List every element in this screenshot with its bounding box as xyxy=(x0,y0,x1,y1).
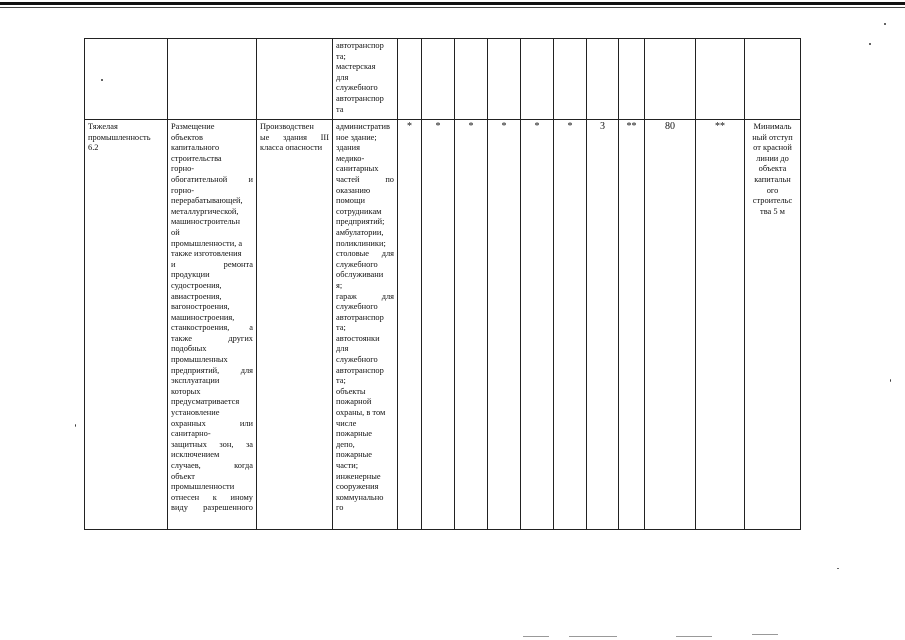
cell-name-cont xyxy=(85,39,168,120)
table-row-heavy-industry xyxy=(85,120,801,530)
scan-speck xyxy=(890,379,891,382)
scan-smudge xyxy=(752,634,778,635)
text-line: отнесен к иному xyxy=(171,492,253,502)
text-line: случаев, когда xyxy=(171,461,253,470)
text-line: обслуживани xyxy=(336,270,384,280)
text-line: служебного xyxy=(336,355,378,365)
text-line: 6.2 xyxy=(88,143,99,153)
text-line: продукции xyxy=(171,270,210,280)
text-line: го xyxy=(336,503,344,513)
text-line: оказанию xyxy=(336,185,371,195)
text-line: пожарные xyxy=(336,429,372,439)
text-line: для xyxy=(336,72,349,82)
text-line: строительства xyxy=(171,153,222,163)
text-line: коммунально xyxy=(336,492,384,502)
text-line: машиностроения, xyxy=(171,312,235,322)
text-line: также других xyxy=(171,333,253,343)
cell-description-cont xyxy=(168,39,257,120)
text-line: тва 5 м xyxy=(760,206,785,216)
scan-speck xyxy=(75,424,76,427)
cell-param-5: * xyxy=(521,120,554,530)
text-line: промышленности, а xyxy=(171,238,243,248)
text-line: капитального xyxy=(171,143,220,153)
cell-param-4: * xyxy=(488,120,521,530)
text-line: объекта xyxy=(758,164,787,174)
text-line: ное здание; xyxy=(336,132,377,142)
cell-hazard-cont xyxy=(257,39,333,120)
text-line: столовые для xyxy=(336,249,394,259)
text-line: машиностроительн xyxy=(171,217,240,227)
text-line: охраны, в том xyxy=(336,408,386,418)
text-line: вагоностроения, xyxy=(171,302,230,312)
text-line: ный отступ xyxy=(752,132,793,142)
text-line: горно- xyxy=(171,185,195,195)
cell-param-8: ** xyxy=(619,120,645,530)
text-line: автотранспор xyxy=(336,93,384,103)
text-line: судостроения, xyxy=(171,280,222,290)
text-line: здания xyxy=(336,143,360,153)
text-line: автостоянки xyxy=(336,333,380,343)
text-line: поликлиники; xyxy=(336,238,386,248)
scan-speck xyxy=(869,43,871,45)
cell-param-2: * xyxy=(422,120,455,530)
scan-smudge xyxy=(676,636,712,637)
text-line: части; xyxy=(336,461,359,470)
text-line: капитальн xyxy=(754,174,791,184)
text-line: установление xyxy=(171,408,220,418)
scan-speck xyxy=(837,568,839,569)
text-line: охранных или xyxy=(171,418,253,428)
cell-param-10: ** xyxy=(696,120,745,530)
text-line: промышленных xyxy=(171,355,228,365)
text-line: строительс xyxy=(752,196,793,206)
text-line: Минималь xyxy=(753,122,792,131)
text-line: линии до xyxy=(756,153,789,163)
text-line: ого xyxy=(766,185,779,195)
text-line: предусматривается xyxy=(171,397,240,407)
cell-hazard-class xyxy=(257,120,333,530)
cell-auxiliary-uses xyxy=(333,120,398,530)
text-line: гараж для xyxy=(336,291,394,301)
text-line: предприятий, для xyxy=(171,365,253,375)
text-line: обогатительной и xyxy=(171,174,253,184)
cell-param-6: * xyxy=(554,120,587,530)
table-row-continuation xyxy=(85,39,801,120)
text-line: я; xyxy=(336,280,343,290)
text-line: промышленности xyxy=(171,482,235,492)
text-line: исключением xyxy=(171,450,220,460)
cell-auxiliary-cont xyxy=(333,39,398,120)
scan-smudge xyxy=(523,636,549,637)
text-line: перерабатывающей, xyxy=(171,196,243,206)
cell-param-7: 3 xyxy=(587,120,619,530)
text-line: служебного xyxy=(336,302,378,312)
text-line: объектов xyxy=(171,132,203,142)
text-line: та; xyxy=(336,323,346,333)
text-line: медико- xyxy=(336,153,365,163)
text-line: Тяжелая xyxy=(88,122,118,131)
text-line: та; xyxy=(336,376,346,386)
text-line: автотранспор xyxy=(336,41,384,50)
text-line: сотрудникам xyxy=(336,206,382,216)
text-line: предприятий; xyxy=(336,217,385,227)
text-line: и ремонта xyxy=(171,259,253,269)
scan-smudge xyxy=(569,636,617,637)
text-line: мастерская xyxy=(336,62,376,72)
text-line: числе xyxy=(336,418,357,428)
text-line: амбулатории, xyxy=(336,227,384,237)
text-line: ые здания III xyxy=(260,132,329,142)
cell-description xyxy=(168,120,257,530)
scan-speck xyxy=(101,79,103,81)
text-line: которых xyxy=(171,386,201,396)
text-line: виду разрешенного xyxy=(171,503,253,513)
text-line: административ xyxy=(336,122,390,131)
scan-speck xyxy=(884,23,886,25)
text-line: объект xyxy=(171,471,195,481)
text-line: Размещение xyxy=(171,122,215,131)
text-line: промышленность xyxy=(88,132,151,142)
page-top-border xyxy=(0,2,905,5)
text-line: автотранспор xyxy=(336,312,384,322)
cell-param-3: * xyxy=(455,120,488,530)
text-line: горно- xyxy=(171,164,195,174)
text-line: санитарно- xyxy=(171,429,211,439)
text-line: служебного xyxy=(336,259,378,269)
cell-note xyxy=(745,120,801,530)
zoning-regulations-table xyxy=(84,38,801,530)
text-line: та xyxy=(336,104,344,114)
text-line: Производствен xyxy=(260,122,314,131)
text-line: санитарных xyxy=(336,164,379,174)
text-line: класса опасности xyxy=(260,143,323,153)
text-line: та; xyxy=(336,51,346,61)
text-line: эксплуатации xyxy=(171,376,220,386)
text-line: объекты xyxy=(336,386,366,396)
text-line: станкостроения, а xyxy=(171,323,253,333)
page-top-border-thin xyxy=(0,7,905,8)
text-line: помощи xyxy=(336,196,365,206)
text-line: защитных зон, за xyxy=(171,439,253,449)
text-line: инженерные xyxy=(336,471,381,481)
text-line: служебного xyxy=(336,83,378,93)
cell-use-name xyxy=(85,120,168,530)
text-line: для xyxy=(336,344,349,354)
text-line: пожарной xyxy=(336,397,372,407)
cell-param-9: 80 xyxy=(645,120,696,530)
text-line: авиастроения, xyxy=(171,291,222,301)
cell-param-1: * xyxy=(398,120,422,530)
text-line: депо, xyxy=(336,439,355,449)
text-line: также изготовления xyxy=(171,249,242,259)
text-line: ой xyxy=(171,227,180,237)
text-line: от красной xyxy=(753,143,792,153)
text-line: пожарные xyxy=(336,450,372,460)
text-line: частей по xyxy=(336,174,394,184)
text-line: подобных xyxy=(171,344,207,354)
text-line: автотранспор xyxy=(336,365,384,375)
text-line: сооружения xyxy=(336,482,379,492)
text-line: металлургической, xyxy=(171,206,239,216)
